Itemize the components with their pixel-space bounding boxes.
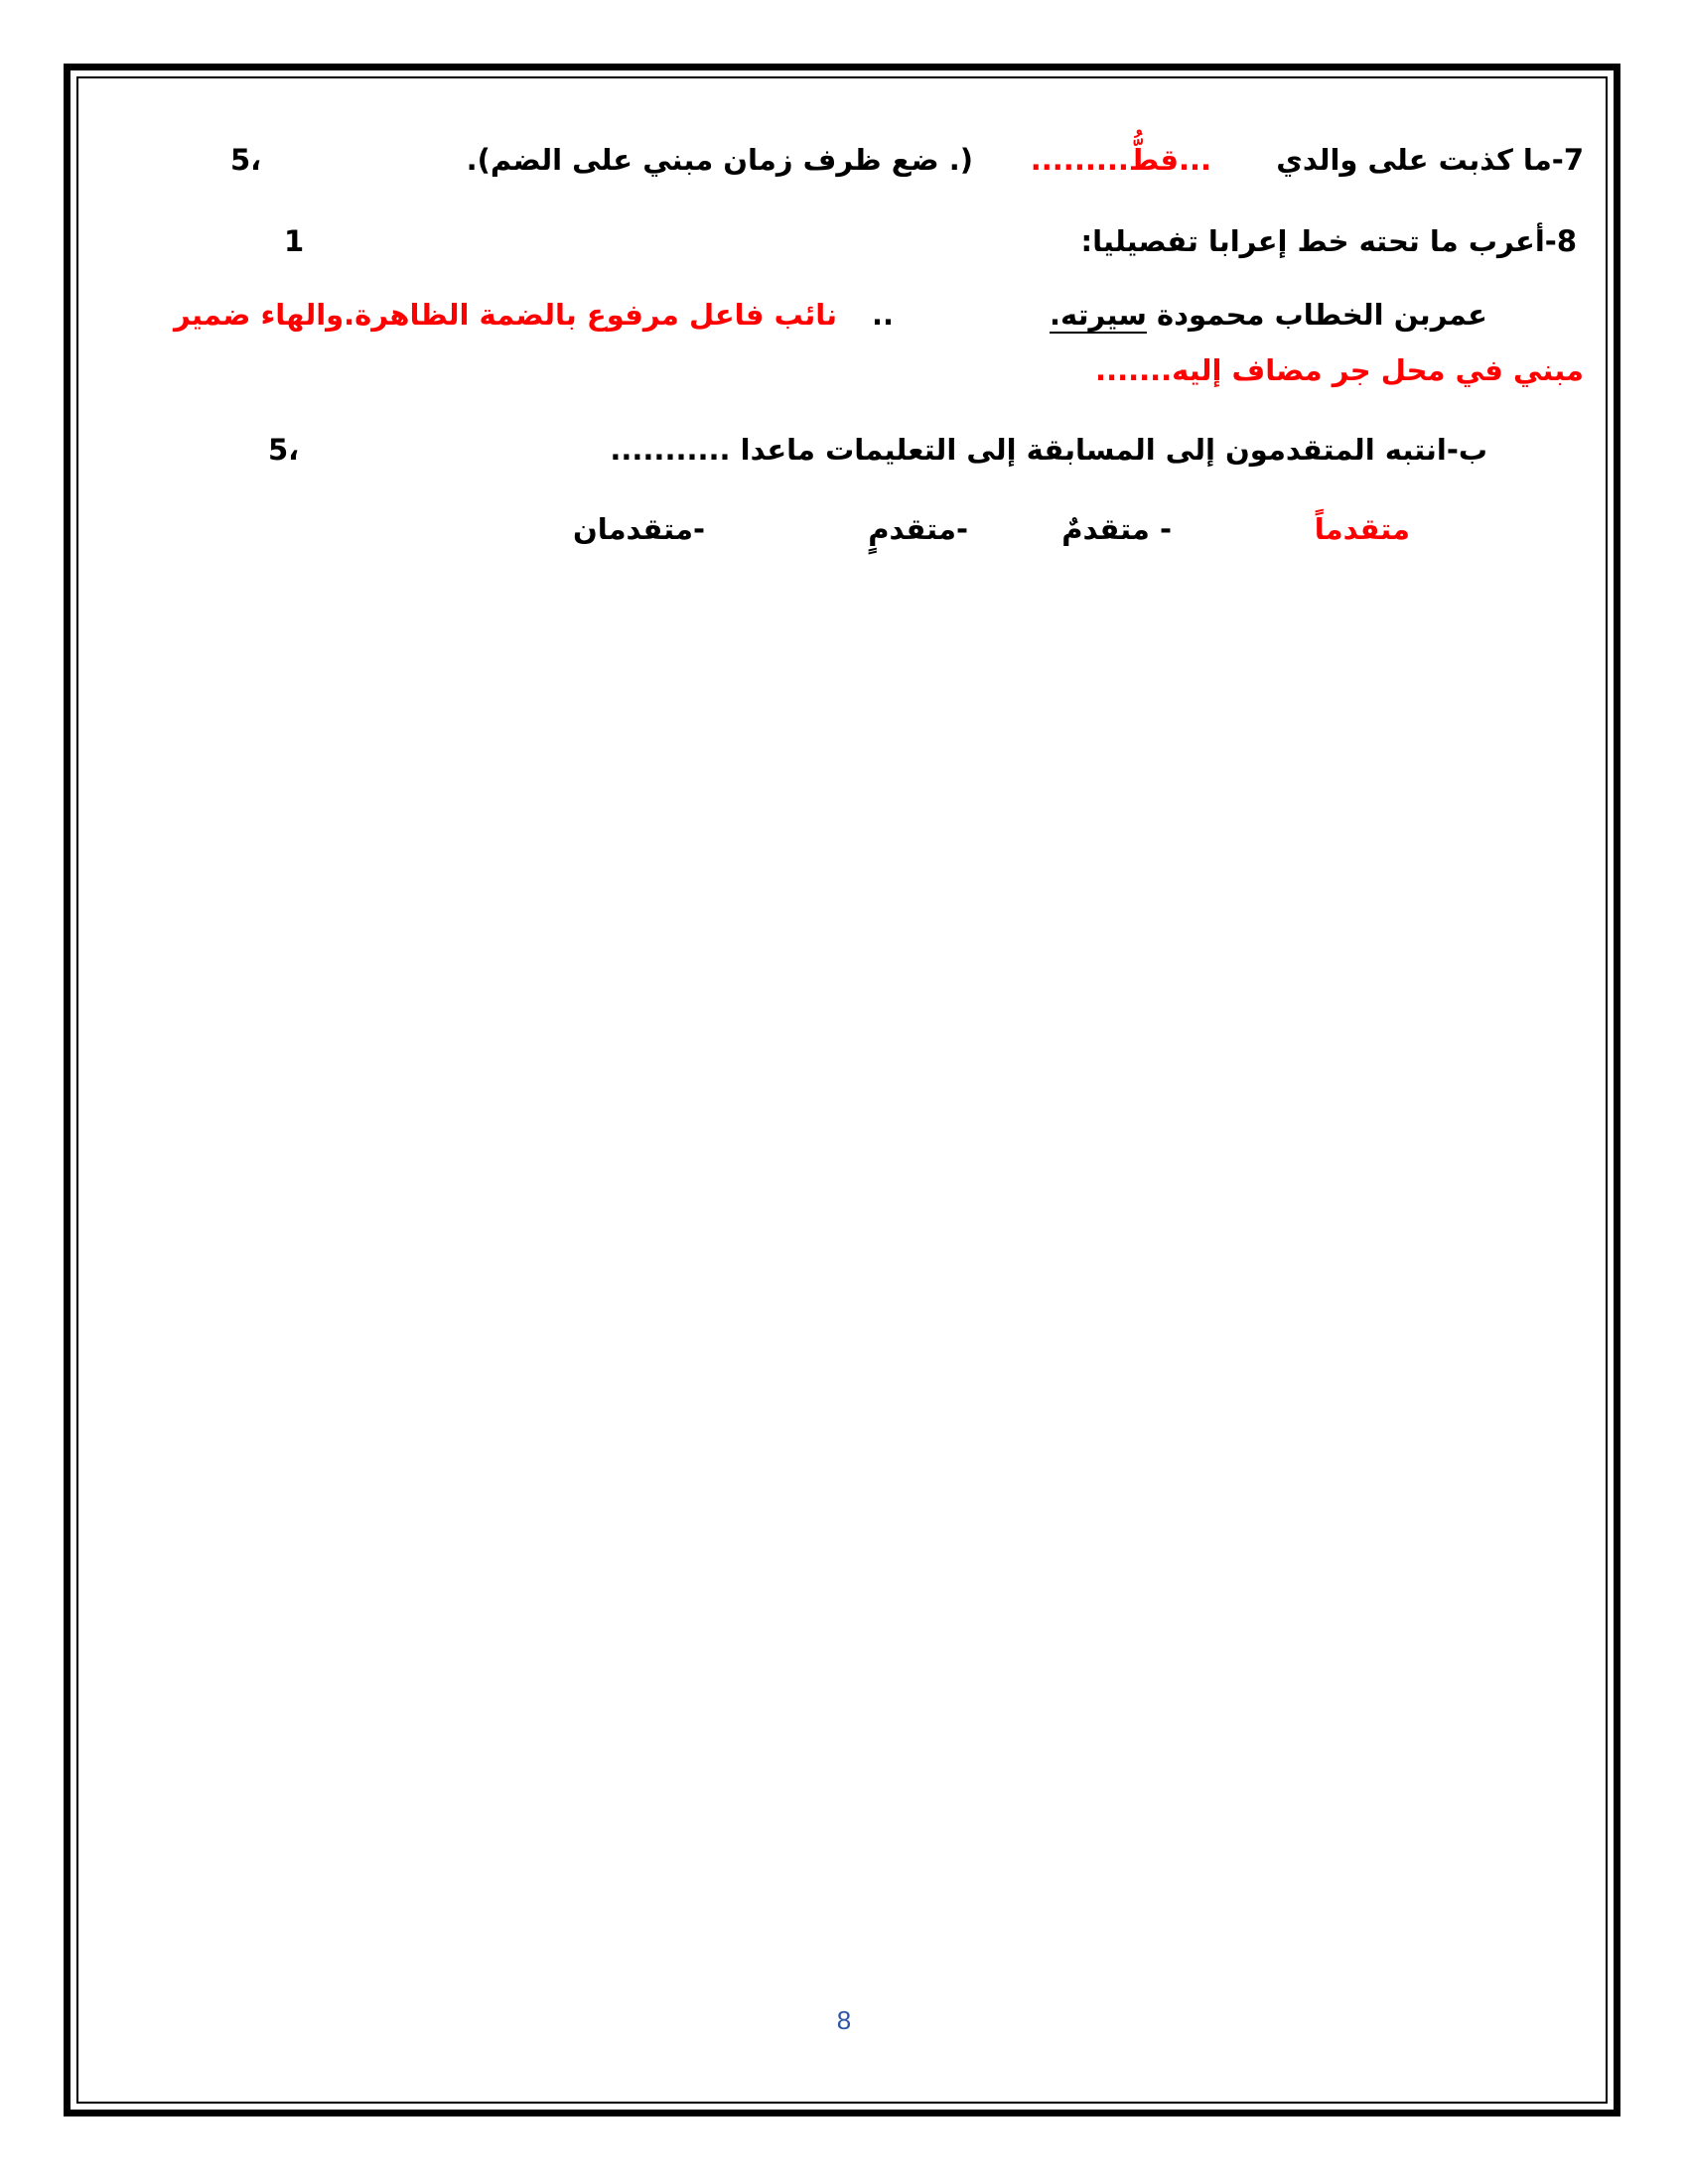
question-8-answer-line-1: نائب فاعل مرفوع بالضمة الظاهرة.والهاء ضمير — [174, 298, 837, 332]
sentence-start: عمربن الخطاب محمودة — [1157, 298, 1487, 332]
question-7-instruction: (. ضع ظرف زمان مبني على الضم). — [466, 143, 973, 177]
question-8-dots: .. — [871, 298, 894, 332]
option-1: متقدماً — [1314, 512, 1410, 546]
question-8-score: 1 — [284, 224, 305, 258]
question-b-text: ب-انتبه المتقدمون إلى المسابقة إلى التعليمات ماعدا ........... — [610, 433, 1487, 467]
underlined-word: سيرته. — [1050, 298, 1147, 332]
question-7-score: 5، — [230, 143, 262, 177]
option-3: -متقدمٍ — [868, 512, 968, 546]
question-8-title: 8-أعرب ما تحته خط إعرابا تفصيليا: — [1080, 224, 1577, 258]
page-number: 8 — [836, 2005, 852, 2035]
option-2: - متقدمٌ — [1061, 512, 1172, 546]
question-7-answer: ...قطُّ......... — [1030, 143, 1211, 177]
question-8-sentence — [1050, 298, 1487, 333]
question-b-score: 5، — [268, 433, 300, 467]
question-8-answer-line-2: مبني في محل جر مضاف إليه....... — [1095, 353, 1584, 387]
option-4: -متقدمان — [572, 512, 705, 546]
question-7-text: 7-ما كذبت على والدي — [1276, 143, 1584, 177]
